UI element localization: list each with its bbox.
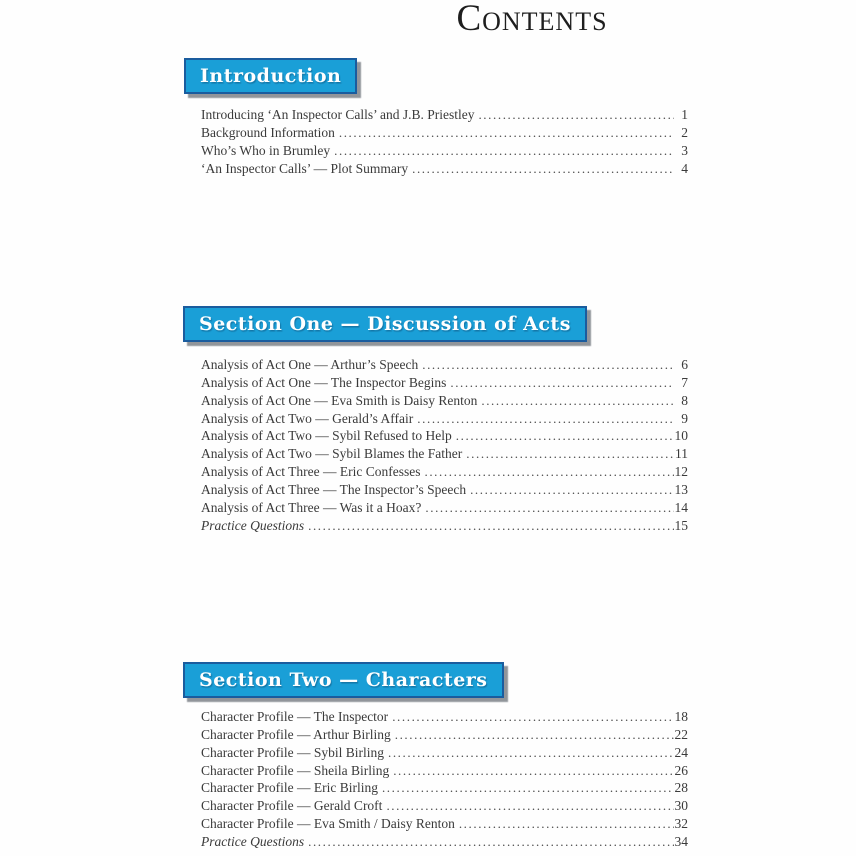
section-heading-section-two: Section Two — Characters bbox=[183, 662, 504, 698]
toc-item-label: ‘An Inspector Calls’ — Plot Summary bbox=[201, 160, 409, 176]
toc-item-label: Analysis of Act Three — Eric Confesses bbox=[201, 464, 421, 480]
toc-item-label: Analysis of Act Two — Gerald’s Affair bbox=[201, 410, 414, 426]
toc-page-number: 14 bbox=[674, 499, 688, 515]
toc-item-label: Practice Questions bbox=[201, 517, 305, 533]
dot-leader bbox=[308, 833, 674, 851]
toc-row bbox=[201, 797, 688, 815]
dot-leader bbox=[386, 797, 674, 815]
toc-row bbox=[201, 517, 688, 535]
dot-leader bbox=[393, 762, 674, 780]
toc-item-label: Practice Questions bbox=[201, 833, 305, 849]
toc-item-label: Analysis of Act Two — Sybil Blames the Father bbox=[201, 446, 463, 462]
toc-item-label: Character Profile — Sheila Birling bbox=[201, 762, 390, 778]
toc-row bbox=[201, 160, 688, 178]
toc-item-label: Introducing ‘An Inspector Calls’ and J.B. Priestley bbox=[201, 107, 475, 122]
toc-item-label: Analysis of Act Three — Was it a Hoax? bbox=[201, 499, 422, 515]
toc-row bbox=[201, 815, 688, 833]
dot-leader bbox=[425, 499, 674, 517]
toc-list-introduction bbox=[201, 106, 688, 177]
toc-row bbox=[201, 762, 688, 780]
dot-leader bbox=[450, 374, 674, 392]
toc-row bbox=[201, 779, 688, 797]
toc-item-label: Analysis of Act Two — Sybil Refused to Help bbox=[201, 428, 452, 444]
dot-leader bbox=[422, 356, 674, 374]
toc-page-number: 3 bbox=[681, 142, 688, 158]
dot-leader bbox=[412, 160, 674, 178]
dot-leader bbox=[382, 779, 674, 797]
section-heading-introduction: Introduction bbox=[184, 58, 357, 94]
toc-page-number: 22 bbox=[674, 726, 688, 742]
dot-leader bbox=[339, 124, 674, 142]
toc-page-number: 1 bbox=[681, 107, 688, 122]
toc-row bbox=[201, 744, 688, 762]
toc-row bbox=[201, 445, 688, 463]
toc-page-number: 8 bbox=[681, 392, 688, 408]
toc-page-number: 11 bbox=[675, 446, 688, 462]
dot-leader bbox=[466, 445, 674, 463]
dot-leader bbox=[478, 106, 674, 124]
toc-row bbox=[201, 106, 688, 124]
toc-row bbox=[201, 374, 688, 392]
dot-leader bbox=[459, 815, 674, 833]
toc-page-number: 4 bbox=[681, 160, 688, 176]
toc-page-number: 18 bbox=[674, 709, 688, 724]
toc-row bbox=[201, 356, 688, 374]
dot-leader bbox=[417, 410, 674, 428]
toc-row bbox=[201, 463, 688, 481]
toc-page-number: 7 bbox=[681, 374, 688, 390]
toc-row bbox=[201, 410, 688, 428]
section-heading-section-one: Section One — Discussion of Acts bbox=[183, 306, 587, 342]
dot-leader bbox=[334, 142, 674, 160]
toc-row bbox=[201, 142, 688, 160]
toc-row bbox=[201, 708, 688, 726]
toc-item-label: Character Profile — Eric Birling bbox=[201, 780, 378, 796]
dot-leader bbox=[470, 481, 674, 499]
toc-list-section-one bbox=[201, 356, 688, 534]
toc-item-label: Background Information bbox=[201, 124, 335, 140]
toc-item-label: Who’s Who in Brumley bbox=[201, 142, 331, 158]
dot-leader bbox=[392, 708, 674, 726]
toc-page-number: 32 bbox=[674, 816, 688, 832]
toc-item-label: Analysis of Act One — Eva Smith is Daisy Renton bbox=[201, 392, 478, 408]
toc-page-number: 6 bbox=[681, 357, 688, 372]
toc-row bbox=[201, 726, 688, 744]
toc-item-label: Analysis of Act One — The Inspector Begins bbox=[201, 374, 447, 390]
toc-page-number: 9 bbox=[681, 410, 688, 426]
toc-item-label: Character Profile — Eva Smith / Daisy Renton bbox=[201, 816, 455, 832]
dot-leader bbox=[308, 517, 674, 535]
dot-leader bbox=[395, 726, 674, 744]
toc-page-number: 26 bbox=[674, 762, 688, 778]
toc-item-label: Character Profile — Gerald Croft bbox=[201, 798, 383, 814]
toc-row bbox=[201, 481, 688, 499]
dot-leader bbox=[424, 463, 674, 481]
toc-item-label: Analysis of Act One — Arthur’s Speech bbox=[201, 357, 419, 372]
toc-page-number: 30 bbox=[674, 798, 688, 814]
toc-page-number: 13 bbox=[674, 481, 688, 497]
toc-row bbox=[201, 499, 688, 517]
toc-page-number: 28 bbox=[674, 780, 688, 796]
toc-page-number: 12 bbox=[674, 464, 688, 480]
toc-page-number: 2 bbox=[681, 124, 688, 140]
toc-item-label: Analysis of Act Three — The Inspector’s Speech bbox=[201, 481, 467, 497]
toc-row bbox=[201, 124, 688, 142]
toc-row bbox=[201, 833, 688, 851]
page-title: Contents bbox=[456, 0, 608, 39]
toc-list-section-two bbox=[201, 708, 688, 851]
toc-row bbox=[201, 427, 688, 445]
toc-row bbox=[201, 392, 688, 410]
toc-item-label: Character Profile — The Inspector bbox=[201, 709, 389, 724]
toc-page-number: 24 bbox=[674, 744, 688, 760]
dot-leader bbox=[481, 392, 674, 410]
dot-leader bbox=[456, 427, 674, 445]
toc-item-label: Character Profile — Arthur Birling bbox=[201, 726, 391, 742]
dot-leader bbox=[388, 744, 674, 762]
toc-page-number: 34 bbox=[674, 833, 688, 849]
toc-page-number: 15 bbox=[674, 517, 688, 533]
toc-item-label: Character Profile — Sybil Birling bbox=[201, 744, 384, 760]
toc-page-number: 10 bbox=[674, 428, 688, 444]
